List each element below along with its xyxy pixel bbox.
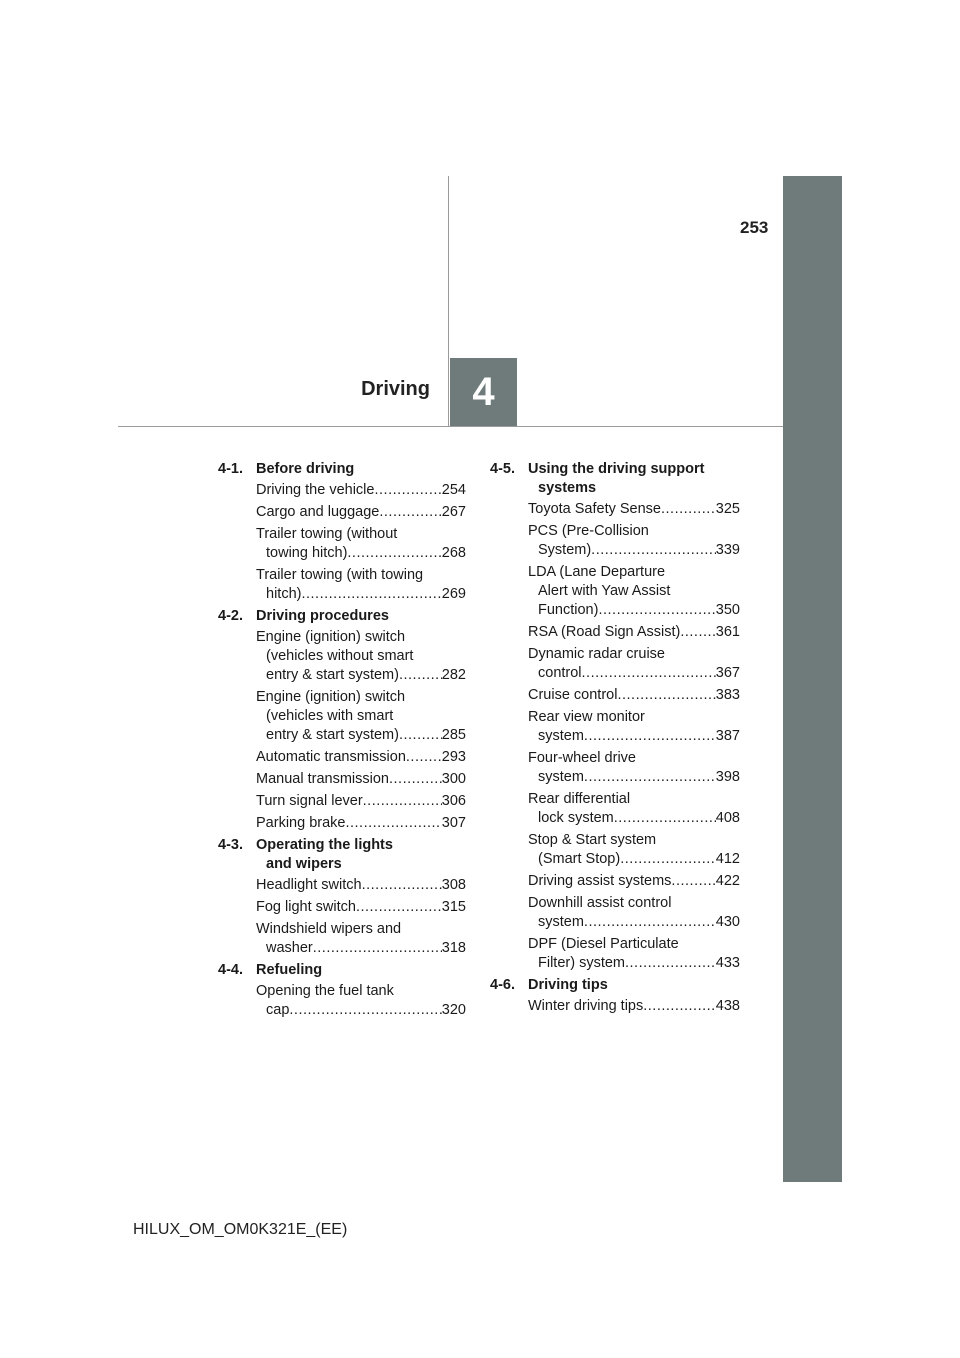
toc-section-heading[interactable] (490, 460, 740, 498)
toc-entry-line (528, 686, 740, 705)
toc-entry-text: Dynamic radar cruise (528, 646, 665, 662)
toc-entry-line (528, 935, 740, 954)
toc-entry-text: lock system (538, 810, 614, 826)
toc-entry-text: Winter driving tips (528, 998, 644, 1014)
section-title-line: Refueling (256, 962, 323, 978)
dot-leader (374, 481, 441, 500)
toc-page-number: 412 (715, 851, 740, 867)
toc-entry[interactable] (218, 628, 466, 685)
toc-entry[interactable] (490, 623, 740, 642)
toc-entry-text: (vehicles with smart (266, 708, 394, 724)
toc-entry-text: Manual transmission (256, 771, 389, 787)
toc-entry[interactable] (218, 792, 466, 811)
toc-entry-line (256, 748, 466, 767)
toc-entry-text: system (538, 769, 584, 785)
toc-entry-text: Trailer towing (without (256, 526, 398, 542)
chapter-side-tab (783, 176, 842, 1182)
section-title (528, 460, 740, 498)
section-title (256, 607, 466, 626)
toc-entry[interactable] (218, 688, 466, 745)
toc-entry-text: Windshield wipers and (256, 921, 402, 937)
toc-column-right (490, 460, 740, 1019)
chapter-number: 4 (472, 369, 495, 414)
dot-leader (399, 666, 442, 685)
toc-entry[interactable] (218, 814, 466, 833)
toc-entry-line (528, 768, 740, 787)
toc-entry-text: (Smart Stop) (538, 851, 621, 867)
toc-page-number: 293 (441, 749, 466, 765)
toc-page-number: 422 (715, 873, 740, 889)
toc-entry-text: Headlight switch (256, 877, 362, 893)
toc-entry-text: Driving assist systems (528, 873, 672, 889)
dot-leader (399, 726, 442, 745)
toc-entry-line (256, 647, 466, 666)
toc-entry-text: Opening the fuel tank (256, 983, 394, 999)
toc-entry-line (528, 954, 740, 973)
section-number: 4-2. (218, 608, 243, 624)
toc-page-number: 433 (715, 955, 740, 971)
toc-entry-line (256, 898, 466, 917)
toc-entry[interactable] (218, 876, 466, 895)
toc-entry[interactable] (218, 920, 466, 958)
toc-entry-text: Rear view monitor (528, 709, 645, 725)
toc-entry-line (528, 913, 740, 932)
toc-entry-line (256, 982, 466, 1001)
toc-entry-line (528, 997, 740, 1016)
toc-entry[interactable] (218, 481, 466, 500)
dot-leader (661, 500, 716, 519)
toc-entry-line (528, 809, 740, 828)
toc-entry[interactable] (490, 790, 740, 828)
toc-section-heading[interactable] (218, 961, 466, 980)
toc-page-number: 254 (441, 482, 466, 498)
toc-entry[interactable] (490, 997, 740, 1016)
dot-leader (614, 809, 716, 828)
toc-entry-line (528, 727, 740, 746)
toc-page-number: 308 (441, 877, 466, 893)
toc-entry-line (256, 566, 466, 585)
toc-entry-text: Turn signal lever (256, 793, 363, 809)
toc-entry-text: RSA (Road Sign Assist) (528, 624, 681, 640)
dot-leader (620, 850, 716, 869)
section-title (528, 976, 740, 995)
toc-entry[interactable] (490, 563, 740, 620)
chapter-number-box (450, 358, 517, 426)
toc-entry-text: DPF (Diesel Particulate (528, 936, 679, 952)
toc-entry-text: Cargo and luggage (256, 504, 380, 520)
toc-entry-text: Stop & Start system (528, 832, 657, 848)
toc-entry-text: LDA (Lane Departure (528, 564, 666, 580)
toc-page-number: 318 (441, 940, 466, 956)
toc-entry-text: control (538, 665, 582, 681)
toc-entry[interactable] (218, 503, 466, 522)
toc-entry-line (256, 939, 466, 958)
toc-entry-text: Function) (538, 602, 599, 618)
toc-entry-line (528, 831, 740, 850)
toc-entry-line (256, 876, 466, 895)
toc-entry-line (256, 503, 466, 522)
toc-page-number: 282 (441, 667, 466, 683)
toc-page-number: 398 (715, 769, 740, 785)
toc-entry-text: Parking brake (256, 815, 346, 831)
toc-entry-line (528, 790, 740, 809)
toc-entry[interactable] (490, 708, 740, 746)
toc-entry-line (528, 582, 740, 601)
toc-entry-line (528, 541, 740, 560)
toc-entry-line (528, 563, 740, 582)
toc-entry-text: cap (266, 1002, 290, 1018)
section-title-line: and wipers (266, 856, 342, 872)
dot-leader (313, 939, 442, 958)
header-vertical-rule (448, 176, 449, 426)
section-title (256, 961, 466, 980)
dot-leader (591, 541, 716, 560)
toc-entry-line (256, 688, 466, 707)
toc-entry-line (528, 522, 740, 541)
toc-entry-line (256, 770, 466, 789)
chapter-title: Driving (361, 378, 430, 400)
toc-page-number: 325 (715, 501, 740, 517)
section-title-line: Driving tips (528, 977, 608, 993)
dot-leader (289, 1001, 441, 1020)
document-footer: HILUX_OM_OM0K321E_(EE) (133, 1221, 348, 1238)
toc-entry-text: PCS (Pre-Collision (528, 523, 649, 539)
toc-entry-line (256, 814, 466, 833)
toc-page-number: 268 (441, 545, 466, 561)
section-title-line: systems (538, 480, 597, 496)
toc-entry-text: entry & start system) (266, 727, 399, 743)
section-title (256, 836, 466, 874)
toc-entry-text: system (538, 728, 584, 744)
dot-leader (301, 585, 441, 604)
section-title-line: Before driving (256, 461, 355, 477)
toc-entry-line (256, 792, 466, 811)
toc-entry-line (528, 500, 740, 519)
toc-entry[interactable] (218, 748, 466, 767)
toc-entry[interactable] (218, 982, 466, 1020)
toc-page-number: 408 (715, 810, 740, 826)
toc-section-heading[interactable] (218, 836, 466, 874)
section-title-line: Using the driving support (528, 461, 705, 477)
toc-entry[interactable] (490, 872, 740, 891)
dot-leader (671, 872, 715, 891)
dot-leader (582, 664, 716, 683)
dot-leader (406, 748, 442, 767)
toc-entry[interactable] (490, 522, 740, 560)
toc-page-number: 269 (441, 586, 466, 602)
toc-page-number: 387 (715, 728, 740, 744)
toc-entry-line (528, 872, 740, 891)
toc-entry-line (528, 623, 740, 642)
dot-leader (363, 792, 442, 811)
toc-entry-text: System) (538, 542, 592, 558)
toc-page-number: 430 (715, 914, 740, 930)
toc-entry-text: Rear differential (528, 791, 631, 807)
toc-page-number: 383 (715, 687, 740, 703)
toc-entry[interactable] (218, 898, 466, 917)
toc-entry-text: Four-wheel drive (528, 750, 636, 766)
dot-leader (347, 544, 441, 563)
toc-entry[interactable] (218, 566, 466, 604)
dot-leader (584, 727, 716, 746)
toc-entry-line (528, 601, 740, 620)
section-number: 4-4. (218, 962, 243, 978)
toc-page-number: 320 (441, 1002, 466, 1018)
toc-entry-line (256, 628, 466, 647)
toc-entry-text: Fog light switch (256, 899, 356, 915)
dot-leader (389, 770, 442, 789)
section-number: 4-5. (490, 461, 515, 477)
toc-entry-text: Filter) system (538, 955, 625, 971)
toc-entry-line (528, 708, 740, 727)
page-number: 253 (740, 218, 769, 237)
toc-entry-text: Alert with Yaw Assist (538, 583, 671, 599)
dot-leader (625, 954, 716, 973)
toc-entry-line (256, 920, 466, 939)
toc-page-number: 285 (441, 727, 466, 743)
section-title (256, 460, 466, 479)
toc-page-number: 306 (441, 793, 466, 809)
dot-leader (680, 623, 715, 642)
toc-page-number: 438 (715, 998, 740, 1014)
toc-entry[interactable] (218, 770, 466, 789)
section-number: 4-6. (490, 977, 515, 993)
toc-entry-text: entry & start system) (266, 667, 399, 683)
toc-entry-text: (vehicles without smart (266, 648, 414, 664)
toc-entry-text: Automatic transmission (256, 749, 406, 765)
toc-entry-line (256, 1001, 466, 1020)
toc-entry[interactable] (490, 894, 740, 932)
toc-entry-text: hitch) (266, 586, 302, 602)
toc-page-number: 267 (441, 504, 466, 520)
section-number: 4-1. (218, 461, 243, 477)
toc-entry[interactable] (490, 831, 740, 869)
toc-entry[interactable] (490, 686, 740, 705)
toc-entry-text: system (538, 914, 584, 930)
toc-entry[interactable] (490, 645, 740, 683)
toc-page-number: 361 (715, 624, 740, 640)
header-horizontal-rule (118, 426, 783, 427)
dot-leader (584, 768, 716, 787)
toc-entry-text: Driving the vehicle (256, 482, 375, 498)
section-number: 4-3. (218, 837, 243, 853)
toc-page-number: 307 (441, 815, 466, 831)
dot-leader (345, 814, 441, 833)
toc-entry-text: Cruise control (528, 687, 618, 703)
toc-entry-text: Engine (ignition) switch (256, 629, 406, 645)
dot-leader (617, 686, 715, 705)
toc-entry-line (528, 894, 740, 913)
dot-leader (356, 898, 442, 917)
toc-entry[interactable] (490, 749, 740, 787)
toc-entry-line (528, 645, 740, 664)
toc-entry-text: towing hitch) (266, 545, 348, 561)
dot-leader (362, 876, 442, 895)
toc-section-heading[interactable] (218, 460, 466, 479)
toc-entry-text: washer (266, 940, 313, 956)
toc-entry-text: Toyota Safety Sense (528, 501, 661, 517)
toc-entry-line (528, 850, 740, 869)
toc-page-number: 315 (441, 899, 466, 915)
toc-entry-text: Downhill assist control (528, 895, 672, 911)
dot-leader (584, 913, 716, 932)
toc-entry-line (256, 707, 466, 726)
toc-page-number: 339 (715, 542, 740, 558)
toc-entry-line (256, 726, 466, 745)
toc-section-heading[interactable] (218, 607, 466, 626)
toc-entry-line (256, 481, 466, 500)
toc-entry-text: Trailer towing (with towing (256, 567, 424, 583)
dot-leader (379, 503, 441, 522)
section-title-line: Operating the lights (256, 837, 393, 853)
dot-leader (643, 997, 716, 1016)
toc-section-heading[interactable] (490, 976, 740, 995)
toc-entry-text: Engine (ignition) switch (256, 689, 406, 705)
toc-page-number: 350 (715, 602, 740, 618)
toc-page-number: 300 (441, 771, 466, 787)
toc-entry-line (256, 585, 466, 604)
toc-page-number: 367 (715, 665, 740, 681)
section-title-line: Driving procedures (256, 608, 389, 624)
toc-entry[interactable] (490, 935, 740, 973)
toc-entry-line (256, 544, 466, 563)
toc-entry[interactable] (218, 525, 466, 563)
toc-entry[interactable] (490, 500, 740, 519)
toc-entry-line (256, 525, 466, 544)
toc-column-left (218, 460, 466, 1023)
toc-entry-line (528, 749, 740, 768)
toc-entry-line (256, 666, 466, 685)
dot-leader (598, 601, 715, 620)
toc-entry-line (528, 664, 740, 683)
